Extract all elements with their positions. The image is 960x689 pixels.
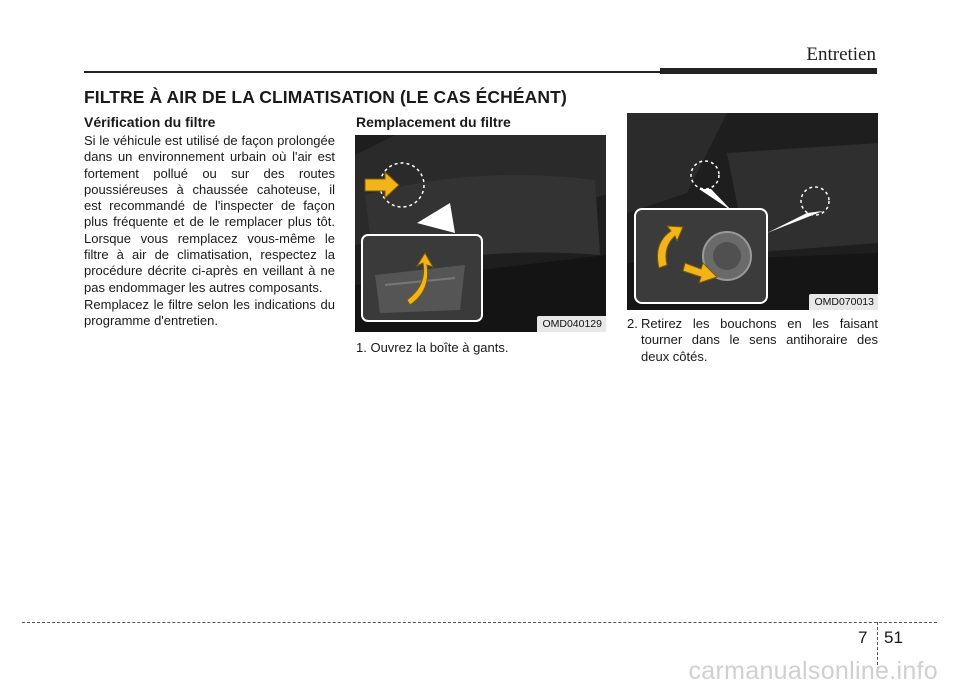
header-rule-thin (84, 71, 660, 73)
section-title: FILTRE À AIR DE LA CLIMATISATION (LE CAS ÉCHÉANT) (84, 87, 567, 107)
page-chapter-number: 7 (858, 628, 868, 647)
watermark: carmanualsonline.info (688, 657, 938, 685)
step-1: 1. Ouvrez la boîte à gants. (356, 340, 509, 355)
figure-2-code: OMD070013 (809, 294, 878, 310)
page-number: 51 (884, 628, 903, 647)
glovebox-photo (355, 135, 606, 332)
check-paragraph-2: Remplacez le filtre selon les indications du programme d'entretien. (84, 297, 335, 329)
step-2-number: 2. (627, 316, 638, 331)
replace-heading: Remplacement du filtre (356, 114, 511, 130)
glovebox-illustration (355, 135, 606, 332)
stopper-photo (627, 113, 878, 310)
header-rule-thick (660, 68, 877, 74)
check-heading: Vérification du filtre (84, 114, 216, 130)
footer-dashed-line (22, 622, 937, 623)
check-paragraph-1: Si le véhicule est utilisé de façon prolongée dans un environnement urbain où l'air est fortement pollué ou sur des routes poussiéreuses à chaussée cahoteuse, il est recommandé de l'inspecter de façon plus fréquente et de le remplacer plus tôt. Lorsque vous remplacez vous-même le filtre à air de climatisation, respectez la procédure décrite ci-après en veillant à ne pas endommager les autres composants. (84, 133, 335, 295)
chapter-title: Entretien (806, 44, 876, 65)
stopper-illustration (627, 113, 878, 310)
step-2-text: Retirez les bouchons en les faisant tourner dans le sens antihoraire des deux côtés. (641, 316, 878, 364)
figure-1-code: OMD040129 (537, 316, 606, 332)
